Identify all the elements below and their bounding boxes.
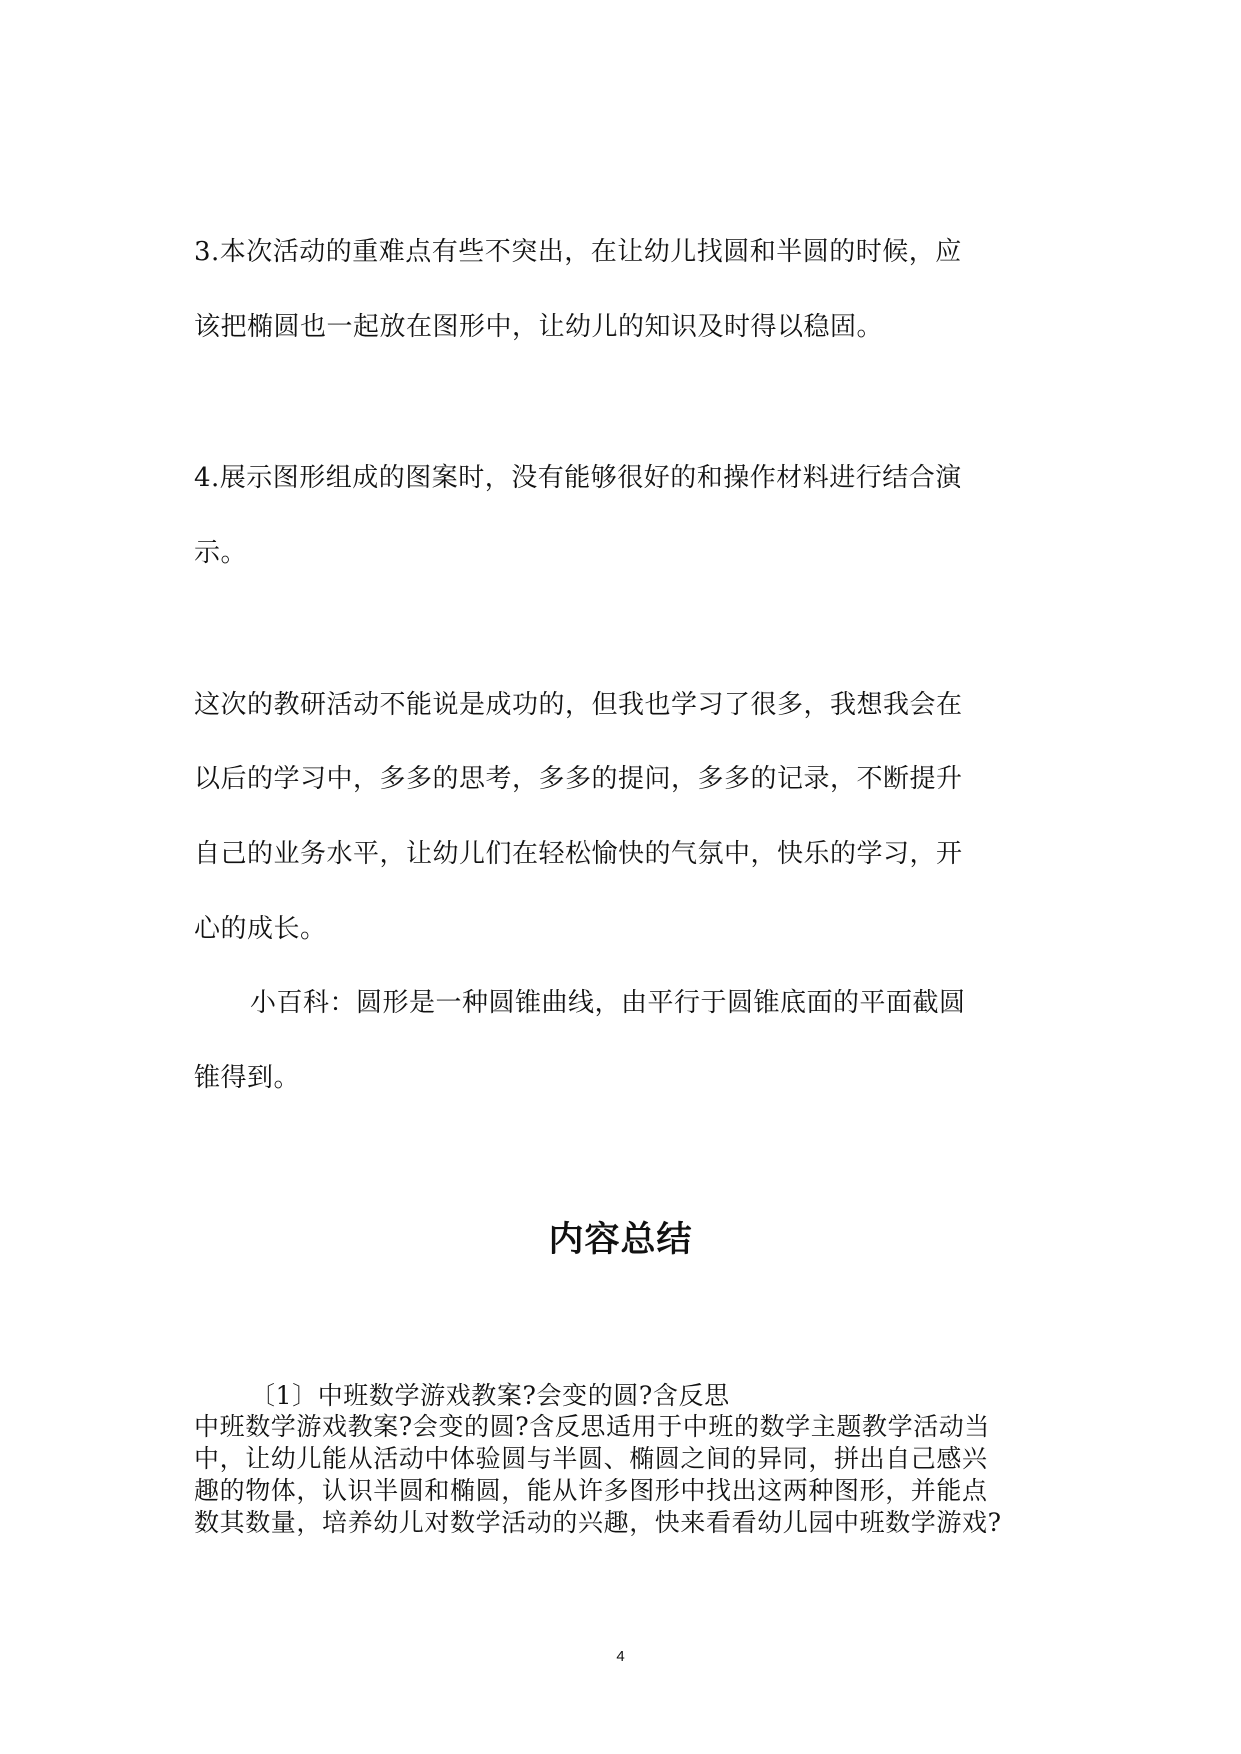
page-number: 4 — [616, 1648, 625, 1665]
summary-line-2: 中，让幼儿能从活动中体验圆与半圆、椭圆之间的异同，拼出自己感兴 — [194, 1444, 988, 1473]
reflection-line-4: 心的成长。 — [194, 914, 327, 944]
encyclopedia-line-1: 小百科：圆形是一种圆锥曲线，由平行于圆锥底面的平面截圆 — [250, 988, 966, 1018]
summary-heading: 内容总结 — [548, 1220, 693, 1260]
summary-line-4: 数其数量，培养幼儿对数学活动的兴趣，快来看看幼儿园中班数学游戏? — [194, 1508, 1002, 1537]
reflection-line-1: 这次的教研活动不能说是成功的，但我也学习了很多，我想我会在 — [194, 690, 963, 720]
summary-line-1: 中班数学游戏教案?会变的圆?含反思适用于中班的数学主题教学活动当 — [194, 1412, 991, 1441]
paragraph-4-line-1: 4.展示图形组成的图案时，没有能够很好的和操作材料进行结合演 — [194, 463, 962, 493]
summary-item-title: 〔1〕中班数学游戏教案?会变的圆?含反思 — [250, 1381, 730, 1410]
reflection-line-2: 以后的学习中，多多的思考，多多的提问，多多的记录，不断提升 — [194, 764, 963, 794]
summary-line-3: 趣的物体，认识半圆和椭圆，能从许多图形中找出这两种图形，并能点 — [194, 1476, 988, 1505]
paragraph-4-line-2: 示。 — [194, 538, 248, 568]
paragraph-3-line-1: 3.本次活动的重难点有些不突出，在让幼儿找圆和半圆的时候，应 — [194, 237, 962, 267]
reflection-line-3: 自己的业务水平，让幼儿们在轻松愉快的气氛中，快乐的学习，开 — [194, 839, 963, 869]
paragraph-3-line-2: 该把椭圆也一起放在图形中，让幼儿的知识及时得以稳固。 — [194, 312, 884, 342]
encyclopedia-line-2: 锥得到。 — [194, 1063, 301, 1093]
